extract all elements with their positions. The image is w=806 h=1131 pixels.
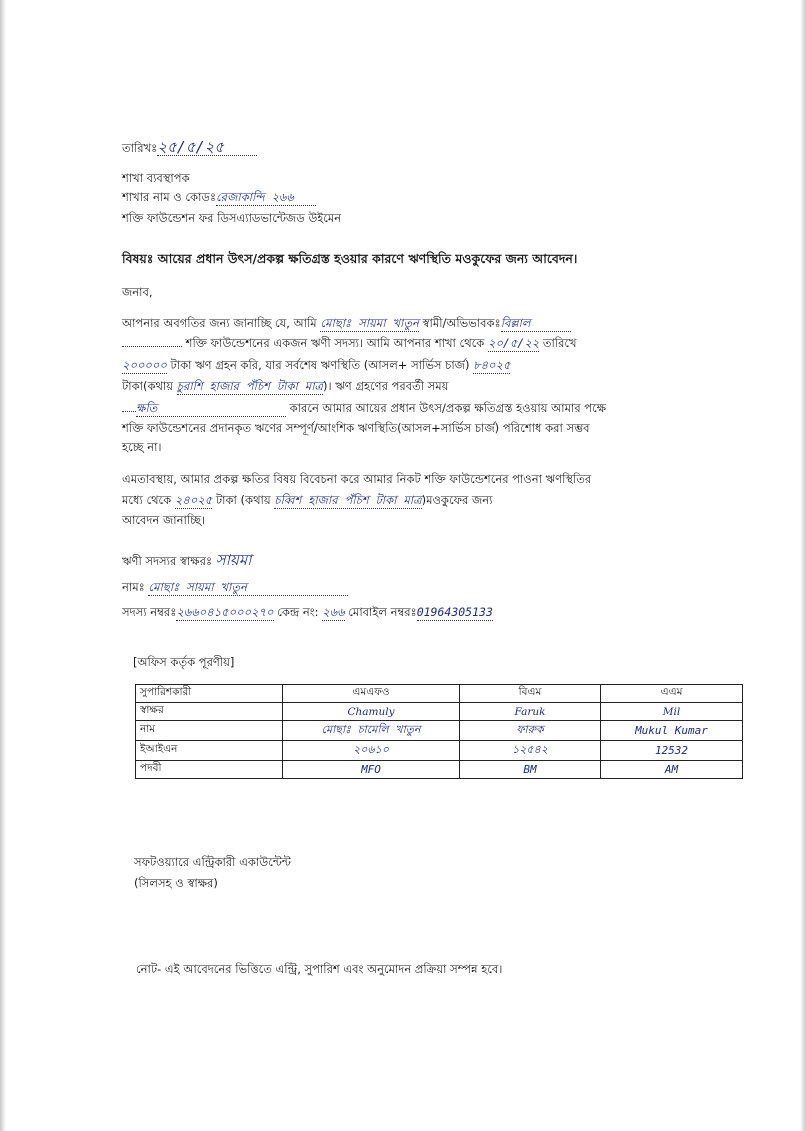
branch-label: শাখার নাম ও কোডঃ [122, 190, 217, 204]
branch-line [122, 190, 316, 206]
table-cell: ১২৫৪২ [460, 741, 601, 761]
scan-edge-left [0, 0, 6, 1131]
table-cell: Mukul Kumar [601, 721, 743, 741]
para1-line1 [122, 316, 571, 332]
branch-value: রেজাকান্দি ২৬৬ [216, 190, 316, 206]
table-cell: BM [460, 761, 601, 779]
table-row [136, 761, 743, 779]
header-mfo: এমএফও [283, 685, 460, 703]
date-line [122, 140, 257, 156]
para1-text-8: কারনে আমার আয়ের প্রধান উৎস/প্রকল্প ক্ষতিগ্রস্ত হওয়ায় আমার পক্ষে [289, 401, 607, 415]
para1-text-6: টাকা(কথায় [122, 379, 174, 393]
row-label: স্বাক্ষর [136, 703, 283, 721]
table-cell: AM [601, 761, 743, 779]
para2-line2 [122, 493, 492, 509]
note: নোট- এই আবেদনের ভিত্তিতে এন্ট্রি, সুপারিশ এবং অনুমোদন প্রক্রিয়া সম্পন্ন হবে। [136, 962, 503, 976]
software-entry-title: সফটওয়্যারে এন্ট্রিকারী একাউন্টেন্ট [134, 855, 291, 869]
para1-text-5: টাকা ঋণ গ্রহন করি, যার সর্বশেষ ঋণস্থিতি (আসল+ সার্ভিস চার্জ) [170, 358, 470, 372]
member-signature-line [122, 553, 252, 569]
waive-amount: ২৪০২৫ [174, 493, 213, 507]
table-cell: 12532 [601, 741, 743, 761]
member-number: ২৬৬০৪১৫০০০২৭০ [176, 605, 274, 619]
member-number-label: সদস্য নম্বরঃ [122, 605, 177, 619]
organization-name: শক্তি ফাউন্ডেশন ফর ডিসএ্যাডভান্টেজড উইমেন [122, 211, 342, 225]
dotted-blank [122, 411, 136, 412]
balance-in-words: চুরাশি হাজার পঁচিশ টাকা মাত্র [176, 379, 323, 393]
para2-text-3: টাকা (কথায় [215, 493, 271, 507]
software-entry-subtitle: (সিলসহ ও স্বাক্ষর) [134, 876, 218, 890]
date-label: তারিখঃ [122, 141, 158, 155]
center-label: কেন্দ্র নং: [277, 605, 319, 619]
loan-date: ২০/৫/২২ [487, 336, 540, 350]
member-name: মোছাঃ সায়মা খাতুন [148, 580, 348, 596]
para1-line2 [122, 336, 577, 352]
mobile-label: মোবাইল নম্বরঃ [348, 605, 417, 619]
row-label: পদবী [136, 761, 283, 779]
member-id-line [122, 605, 493, 621]
para1-text-4: তারিখে [542, 336, 577, 350]
applicant-name: মোছাঃ সায়মা খাতুন [320, 316, 419, 330]
mobile-number: 01964305133 [416, 605, 493, 619]
para2-text-4: )মওকুফের জন্য [421, 493, 493, 507]
office-table-header [136, 685, 743, 703]
para2-line1: এমতাবস্থায়, আমার প্রকল্প ক্ষতির বিষয় বিবেচনা করে আমার নিকট শক্তি ফাউন্ডেশনের পাওনা ঋণস্থিতির [122, 472, 592, 486]
para1-text-1: আপনার অবগতির জন্য জানাচ্ছি যে, আমি [122, 316, 317, 330]
para1-line5 [122, 401, 606, 417]
subject: বিষয়ঃ আয়ের প্রধান উৎস/প্রকল্প ক্ষতিগ্রস্ত হওয়ার কারণে ঋণস্থিতি মওকুফের জন্য আবেদন। [122, 251, 578, 266]
header-bm: বিএম [460, 685, 601, 703]
table-row [136, 721, 743, 741]
date-value: ২৫/৫/২৫ [157, 140, 257, 156]
table-cell: MFO [283, 761, 460, 779]
para1-line7: হচ্ছে না। [122, 440, 162, 454]
salutation: জনাব, [122, 285, 153, 299]
table-cell: ফারুক [460, 721, 601, 741]
table-cell: Mil [601, 703, 743, 721]
table-row [136, 741, 743, 761]
para2-line3: আবেদন জানাচ্ছি। [122, 513, 206, 527]
para1-text-3: শক্তি ফাউন্ডেশনের একজন ঋণী সদস্য। আমি আপনার শাখা থেকে [185, 336, 485, 350]
para1-text-2: স্বামী/অভিভাবকঃ [422, 316, 501, 330]
para1-line3 [122, 358, 510, 374]
table-row [136, 703, 743, 721]
table-cell: ২০৬১০ [283, 741, 460, 761]
member-name-label: নামঃ [122, 580, 145, 594]
row-label: ইআইএন [136, 741, 283, 761]
table-cell: Chamuly [283, 703, 460, 721]
para1-line4 [122, 379, 448, 395]
member-name-line [122, 580, 348, 596]
office-table [135, 684, 743, 779]
header-recommender: সুপারিশকারী [136, 685, 283, 703]
addressee-title: শাখা ব্যবস্থাপক [122, 171, 190, 185]
scan-edge-right [800, 0, 806, 1131]
row-label: নাম [136, 721, 283, 741]
para1-text-7: )। ঋণ গ্রহণের পরবর্তী সময় [322, 379, 449, 393]
table-cell: Faruk [460, 703, 601, 721]
loan-amount: ২০০০০০ [122, 358, 167, 372]
office-section-title: [অফিস কর্তৃক পূরণীয়] [133, 655, 235, 669]
waive-in-words: চব্বিশ হাজার পঁচিশ টাকা মাত্র [274, 493, 422, 507]
dotted-blank [122, 346, 182, 347]
center-number: ২৬৬ [322, 605, 345, 619]
para1-line6: শক্তি ফাউন্ডেশনের প্রদানকৃত ঋণের সম্পূর্ণ/আংশিক ঋণস্থিতি(আসল+সার্ভিস চার্জ) পরিশোধ করা সম্ভব [122, 421, 590, 435]
member-signature: সায়মা [215, 551, 252, 569]
header-am: এএম [601, 685, 743, 703]
table-cell: মোছাঃ চামেলি খাতুন [283, 721, 460, 741]
loss-reason: ক্ষতি [136, 401, 286, 417]
member-signature-label: ঋণী সদস্যর স্বাক্ষরঃ [122, 554, 213, 568]
loan-balance: ৮৪০২৫ [473, 358, 511, 372]
para2-text-2: মধ্যে থেকে [122, 493, 172, 507]
guardian-name: বিল্লাল [501, 316, 571, 332]
